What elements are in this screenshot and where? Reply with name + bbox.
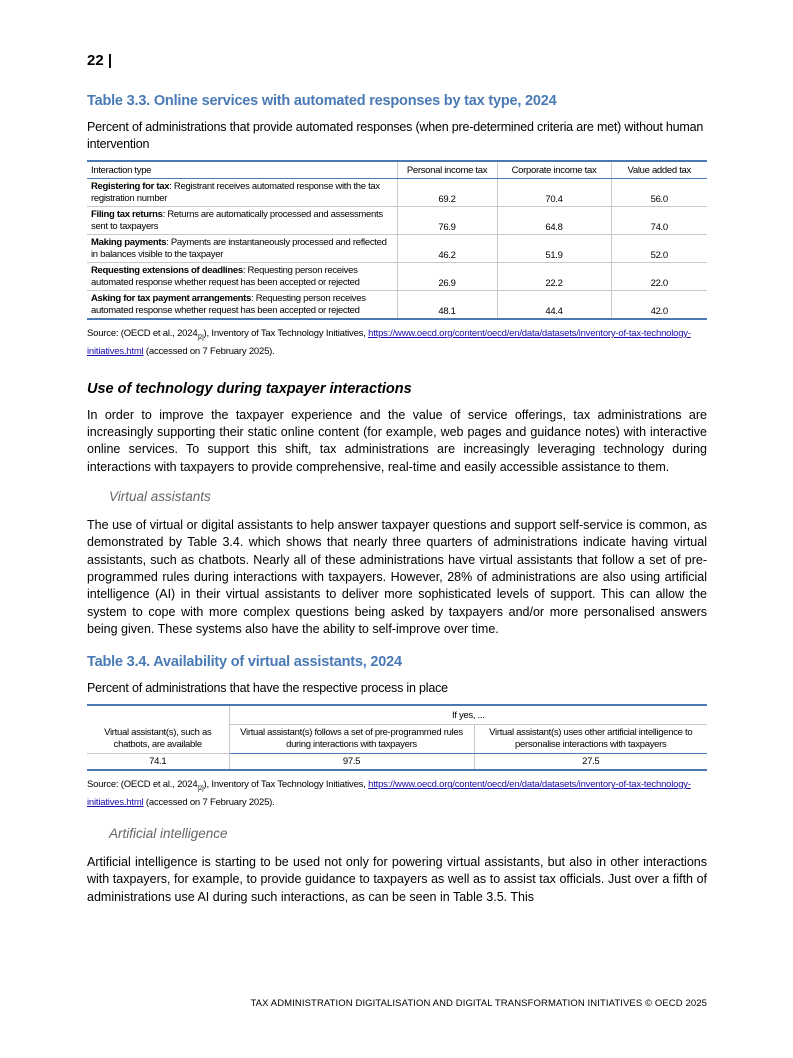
interaction-description: : Registrant receives automated response with the tax registration number [91, 181, 380, 204]
interaction-type-cell [87, 263, 397, 291]
value-cit: 70.4 [497, 179, 611, 207]
value-va-available: 74.1 [149, 756, 167, 768]
value-cit: 44.4 [497, 291, 611, 320]
value-va-rules: 97.5 [229, 754, 474, 771]
col-header-interaction-type: Interaction type [87, 161, 397, 179]
col-header-vat: Value added tax [611, 161, 707, 179]
page-content [87, 52, 707, 906]
value-vat: 56.0 [611, 179, 707, 207]
table-row [87, 291, 707, 320]
col-header-va-ai: Virtual assistant(s) uses other artificial intelligence to personalise interactions with taxpayers [474, 725, 707, 754]
value-vat: 22.0 [611, 263, 707, 291]
interaction-name: Requesting extensions of deadlines [91, 265, 243, 276]
table-row [87, 263, 707, 291]
value-pit: 76.9 [397, 207, 497, 235]
section-heading: Use of technology during taxpayer interactions [87, 380, 412, 397]
interaction-type-cell [87, 235, 397, 263]
interaction-name: Asking for tax payment arrangements [91, 293, 252, 304]
table-3-3-source: Source: (OECD et al., $2024_{[2]}$), Inventory of Tax Technology Initiatives, https://www.oecd.org/content/oecd/en/data/datasets/inventory-of-tax-technology-initiatives.html (accessed on 7 February 2025). [87, 328, 691, 357]
table-3-4-title: Table 3.4. Availability of virtual assistants, 2024 [87, 654, 402, 671]
value-va-ai: 27.5 [474, 754, 707, 771]
interaction-type-cell [87, 207, 397, 235]
interaction-type-cell [87, 179, 397, 207]
interaction-type-cell [87, 291, 397, 320]
value-pit: 46.2 [397, 235, 497, 263]
interaction-description: : Returns are automatically processed and assessments sent to taxpayers [91, 209, 383, 232]
table-3-3 [87, 160, 707, 320]
value-pit: 26.9 [397, 263, 497, 291]
table-row [87, 179, 707, 207]
col-header-va-available: Virtual assistant(s), such as chatbots, are available [87, 705, 229, 754]
subsection-heading-ai: Artificial intelligence [109, 826, 228, 842]
page-footer: TAX ADMINISTRATION DIGITALISATION AND DIGITAL TRANSFORMATION INITIATIVES © OECD 2025 [250, 998, 707, 1009]
subsection-heading-virtual-assistants: Virtual assistants [109, 489, 211, 505]
table-3-4 [87, 704, 707, 771]
table-3-4-source: Source: (OECD et al., $2024_{[2]}$), Inventory of Tax Technology Initiatives, https://www.oecd.org/content/oecd/en/data/datasets/inventory-of-tax-technology-initiatives.html (accessed on 7 February 2025). [87, 779, 691, 809]
page-number: 22 | [87, 52, 113, 69]
value-pit: 48.1 [397, 291, 497, 320]
table-3-3-title: Table 3.3. Online services with automated responses by tax type, 2024 [87, 93, 557, 109]
col-header-va-rules: Virtual assistant(s) follows a set of pre-programmed rules during interactions with taxpayers [229, 725, 474, 754]
source-link[interactable]: https://www.oecd.org/content/oecd/en/data/datasets/inventory-of-tax-technology-initiatives.html [87, 779, 691, 809]
ai-paragraph: Artificial intelligence is starting to be used not only for powering virtual assistants, but also in other interactions with taxpayers, for example, to provide guidance to taxpayers as well as to assist tax officials. Just over a fifth of administrations use AI during such interactions, as can be seen in Table 3.5. This [87, 855, 707, 904]
source-link[interactable]: https://www.oecd.org/content/oecd/en/data/datasets/inventory-of-tax-technology-initiatives.html [87, 328, 691, 357]
interaction-name: Registering for tax [91, 181, 170, 192]
section-paragraph: In order to improve the taxpayer experience and the value of service offerings, tax administrations are increasingly supporting their static online content (for example, web pages and guidance notes) with interactive online services. To support this shift, tax administrations are increasingly leveraging technology during interactions with taxpayers to provide comprehensive, real-time and easily accessible assistance to them. [87, 407, 707, 474]
value-cit: 64.8 [497, 207, 611, 235]
col-header-pit: Personal income tax [397, 161, 497, 179]
interaction-description: : Payments are instantaneously processed and reflected in balances visible to the taxpayer [91, 237, 387, 260]
group-header-if-yes: If yes, ... [229, 705, 707, 725]
value-cit: 51.9 [497, 235, 611, 263]
value-vat: 74.0 [611, 207, 707, 235]
table-group-header-row [87, 705, 707, 725]
col-header-cit: Corporate income tax [497, 161, 611, 179]
table-3-4-subtitle: Percent of administrations that have the respective process in place [87, 681, 448, 696]
interaction-description: : Requesting person receives automated response whether request has been accepted or rejected [91, 265, 360, 288]
virtual-assistants-paragraph: The use of virtual or digital assistants to help answer taxpayer questions and support self-service is common, as demonstrated by Table 3.4. which shows that nearly three quarters of administrations indicate having virtual assistants, such as chatbots. Nearly all of these administrations have virtual assistants that follow a set of pre-programmed rules during interactions with taxpayers. However, 28% of administrations are also using artificial intelligence (AI) in their virtual assistants to deliver more sophisticated levels of support. This can allow the system to cope with more complex questions being asked by taxpayers and/or more personalised answers being given. These systems also have the ability to self-improve over time. [87, 518, 707, 636]
interaction-name: Making payments [91, 237, 167, 248]
value-vat: 52.0 [611, 235, 707, 263]
table-3-3-subtitle: Percent of administrations that provide automated responses (when pre-determined criteria are met) without human intervention [87, 120, 704, 151]
value-pit: 69.2 [397, 179, 497, 207]
table-row [87, 235, 707, 263]
table-row [87, 754, 707, 771]
table-row [87, 207, 707, 235]
value-vat: 42.0 [611, 291, 707, 320]
interaction-description: : Requesting person receives automated response whether request has been accepted or rejected [91, 293, 366, 316]
table-header-row [87, 161, 707, 179]
value-cit: 22.2 [497, 263, 611, 291]
interaction-name: Filing tax returns [91, 209, 163, 220]
